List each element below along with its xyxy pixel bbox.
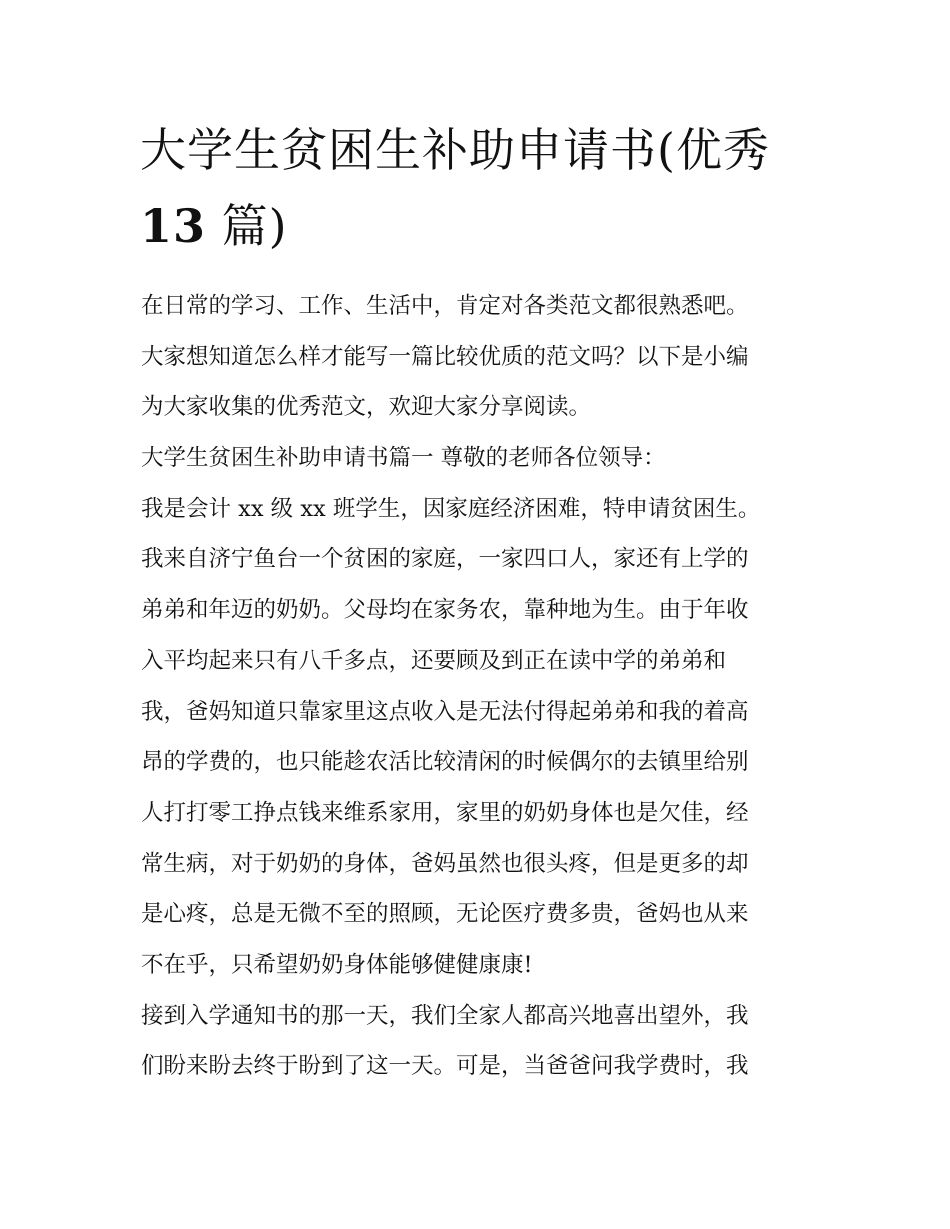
text-line: 弟弟和年迈的奶奶。父母均在家务农，靠种地为生。由于年收 bbox=[141, 597, 749, 624]
title-suffix: 篇) bbox=[221, 199, 288, 253]
text-line: 在日常的学习、工作、生活中，肯定对各类范文都很熟悉吧。 bbox=[141, 293, 749, 319]
text-line: 接到入学通知书的那一天，我们全家人都高兴地喜出望外，我 bbox=[141, 1002, 749, 1029]
text-line: 常生病，对于奶奶的身体，爸妈虽然也很头疼，但是更多的却 bbox=[141, 850, 749, 877]
text-line: 我，爸妈知道只靠家里这点收入是无法付得起弟弟和我的着高 bbox=[141, 698, 749, 725]
text-line: 不在乎，只希望奶奶身体能够健健康康! bbox=[141, 951, 533, 978]
text-line: 昂的学费的，也只能趁农活比较清闲的时候偶尔的去镇里给别 bbox=[141, 749, 749, 776]
text-line: 们盼来盼去终于盼到了这一天。可是，当爸爸问我学费时，我 bbox=[141, 1053, 749, 1080]
text-line: 我是会计 xx 级 xx 班学生，因家庭经济困难，特申请贫困生。 bbox=[141, 495, 761, 522]
title-line-2 bbox=[140, 188, 820, 264]
title-count: 13 bbox=[140, 199, 207, 253]
text-line: 人打打零工挣点钱来维系家用，家里的奶奶身体也是欠佳，经 bbox=[141, 799, 749, 826]
text-line: 大家想知道怎么样才能写一篇比较优质的范文吗？以下是小编 bbox=[141, 343, 749, 370]
text-line: 是心疼，总是无微不至的照顾，无论医疗费多贵，爸妈也从来 bbox=[141, 901, 749, 928]
text-line: 大学生贫困生补助申请书篇一 尊敬的老师各位领导： bbox=[141, 445, 666, 472]
document-title bbox=[140, 112, 820, 264]
text-line: 为大家收集的优秀范文，欢迎大家分享阅读。 bbox=[141, 394, 592, 421]
text-line: 入平均起来只有八千多点，还要顾及到正在读中学的弟弟和 bbox=[141, 647, 727, 674]
text-line: 我来自济宁鱼台一个贫困的家庭，一家四口人，家还有上学的 bbox=[141, 546, 749, 573]
document-body bbox=[141, 281, 821, 1092]
title-line-1: 大学生贫困生补助申请书(优秀 bbox=[140, 123, 770, 177]
